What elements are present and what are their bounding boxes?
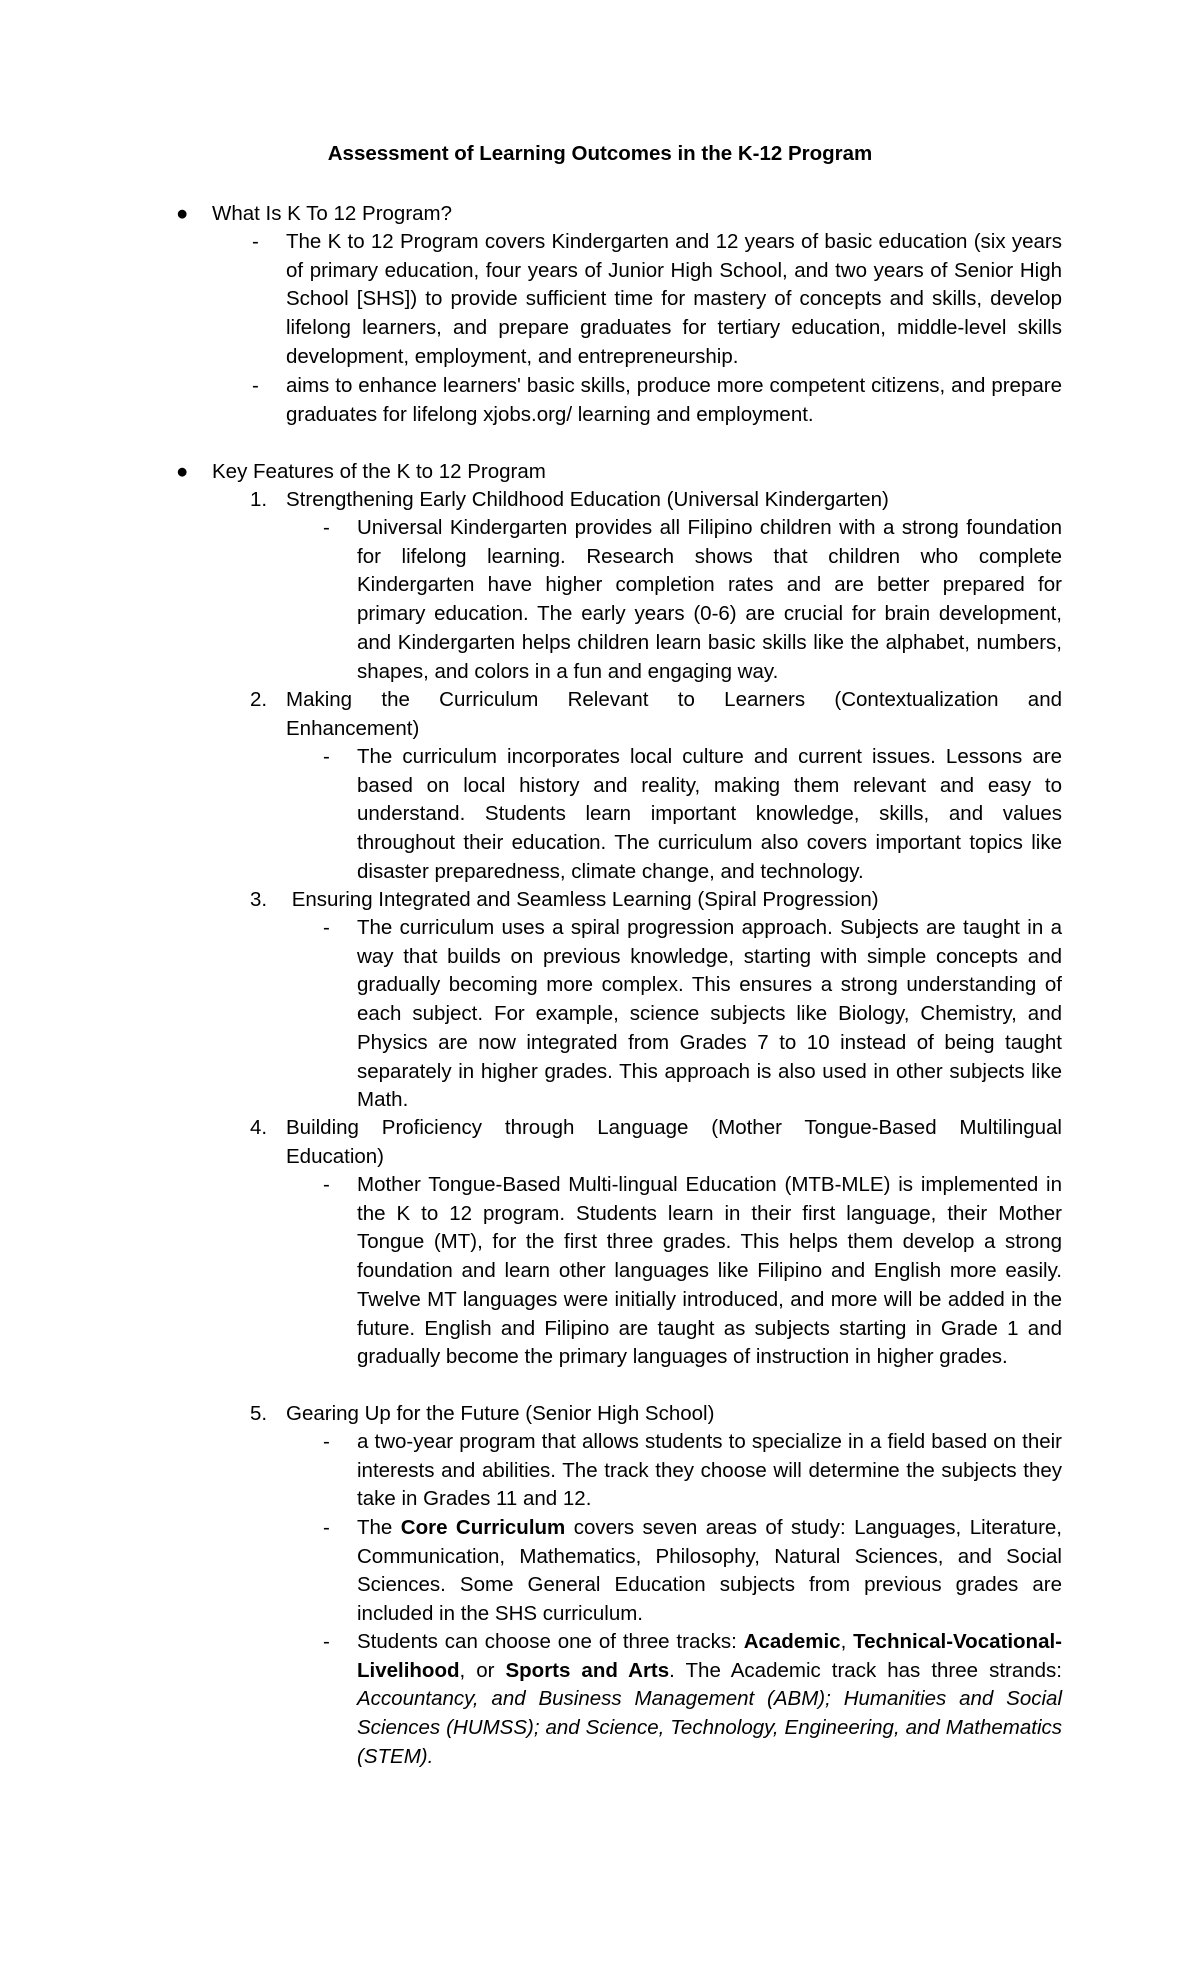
section-heading: What Is K To 12 Program? xyxy=(212,202,453,225)
strands-list: Accountancy, and Business Management (ABM); Humanities and Social Sciences (HUMSS); and Science, Technology, Engineering, and Mathematics (STEM). xyxy=(357,1687,1062,1768)
section-heading: Key Features of the K to 12 Program xyxy=(212,460,546,483)
bullet-icon: ● xyxy=(176,460,189,483)
item-text: Universal Kindergarten provides all Filipino children with a strong foundation for lifelong learning. Research shows that children who complete Kindergarten have higher completion rates and are better prepared for primary education. The early years (0-6) are crucial for brain development, and Kindergarten helps children learn basic skills like the alphabet, numbers, shapes, and colors in a fun and engaging way. xyxy=(357,516,1062,683)
track-academic: Academic xyxy=(743,1630,841,1653)
feature-number: 1. xyxy=(250,488,268,511)
item-text: The curriculum incorporates local culture and current issues. Lessons are based on local history and reality, making them relevant and easy to understand. Students learn important knowledge, skills, and values throughout their education. The curriculum also covers important topics like disaster preparedness, climate change, and technology. xyxy=(357,745,1062,883)
item-text: The curriculum uses a spiral progression approach. Subjects are taught in a way that builds on previous knowledge, starting with simple concepts and gradually becoming more complex. This ensures a strong understanding of each subject. For example, science subjects like Biology, Chemistry, and Physics are now integrated from Grades 7 to 10 instead of being taught separately in higher grades. This approach is also used in other subjects like Math. xyxy=(357,916,1062,1112)
core-curriculum-term: Core Curriculum xyxy=(400,1516,566,1539)
dash-marker: - xyxy=(323,745,330,768)
feature-description xyxy=(323,1171,1062,1372)
feature-number: 2. xyxy=(250,688,268,711)
feature-description xyxy=(323,514,1062,686)
feature-item xyxy=(250,1400,1062,1429)
feature-number: 5. xyxy=(250,1402,268,1425)
feature-item xyxy=(250,886,1062,915)
dash-marker: - xyxy=(252,230,259,253)
track-sports-arts: Sports and Arts xyxy=(505,1658,670,1682)
item-text: The K to 12 Program covers Kindergarten and 12 years of basic education (six years of primary education, four years of Junior High School, and two years of Senior High School [SHS]) to provide sufficient time for mastery of concepts and skills, develop lifelong learners, and prepare graduates for tertiary education, middle-level skills development, employment, and entrepreneurship. xyxy=(286,230,1062,368)
feature-item xyxy=(250,686,1062,743)
list-item xyxy=(252,372,1062,429)
core-curriculum-description xyxy=(323,1514,1062,1629)
feature-number: 3. xyxy=(250,888,268,911)
dash-marker: - xyxy=(252,374,259,397)
dash-marker: - xyxy=(323,516,330,539)
feature-number: 4. xyxy=(250,1116,268,1139)
item-text: a two-year program that allows students to specialize in a field based on their interests and abilities. The track they choose will determine the subjects they take in Grades 11 and 12. xyxy=(357,1430,1062,1511)
bullet-icon: ● xyxy=(176,202,189,225)
list-item xyxy=(252,228,1062,372)
dash-marker: - xyxy=(323,1430,330,1453)
tracks-description xyxy=(323,1628,1062,1772)
feature-description xyxy=(323,743,1062,887)
feature-item xyxy=(250,486,1062,515)
dash-marker: - xyxy=(323,916,330,939)
dash-marker: - xyxy=(323,1516,330,1539)
feature-item xyxy=(250,1114,1062,1171)
item-text: aims to enhance learners' basic skills, produce more competent citizens, and prepare graduates for lifelong xjobs.org/ learning and employment. xyxy=(286,374,1062,426)
feature-description xyxy=(323,914,1062,1115)
feature-title: Strengthening Early Childhood Education (Universal Kindergarten) xyxy=(286,488,889,511)
document-title: Assessment of Learning Outcomes in the K-12 Program xyxy=(327,142,873,165)
feature-description xyxy=(323,1428,1062,1514)
dash-marker: - xyxy=(323,1630,330,1653)
feature-title: Building Proficiency through Language (Mother Tongue-Based Multilingual Education) xyxy=(286,1116,1062,1168)
text-fragment: . The Academic track has three strands: xyxy=(669,1658,1062,1682)
item-text xyxy=(357,1514,1062,1629)
text-fragment: covers seven areas of study: Languages, Literature, Communication, Mathematics, Philosophy, Natural Sciences, and Social Sciences. Some General Education subjects from previous grades are included in the SHS curriculum. xyxy=(357,1516,1062,1626)
feature-title: Making the Curriculum Relevant to Learners (Contextualization and Enhancement) xyxy=(286,688,1062,740)
text-fragment: , xyxy=(840,1630,854,1653)
track-tvl: Technical-Vocational-Livelihood xyxy=(357,1630,1062,1682)
item-text xyxy=(357,1628,1062,1772)
text-fragment: , or xyxy=(459,1658,506,1682)
dash-marker: - xyxy=(323,1173,330,1196)
text-fragment: The xyxy=(357,1516,401,1539)
item-text: Mother Tongue-Based Multi-lingual Education (MTB-MLE) is implemented in the K to 12 program. Students learn in their first language, their Mother Tongue (MT), for the first three grades. This helps them develop a strong foundation and learn other languages like Filipino and English more easily. Twelve MT languages were initially introduced, and more will be added in the future. English and Filipino are taught as subjects starting in Grade 1 and gradually become the primary languages of instruction in higher grades. xyxy=(357,1173,1062,1369)
text-fragment: Students can choose one of three tracks: xyxy=(357,1630,744,1653)
feature-title: Ensuring Integrated and Seamless Learning (Spiral Progression) xyxy=(286,888,879,911)
feature-title: Gearing Up for the Future (Senior High School) xyxy=(286,1402,715,1425)
